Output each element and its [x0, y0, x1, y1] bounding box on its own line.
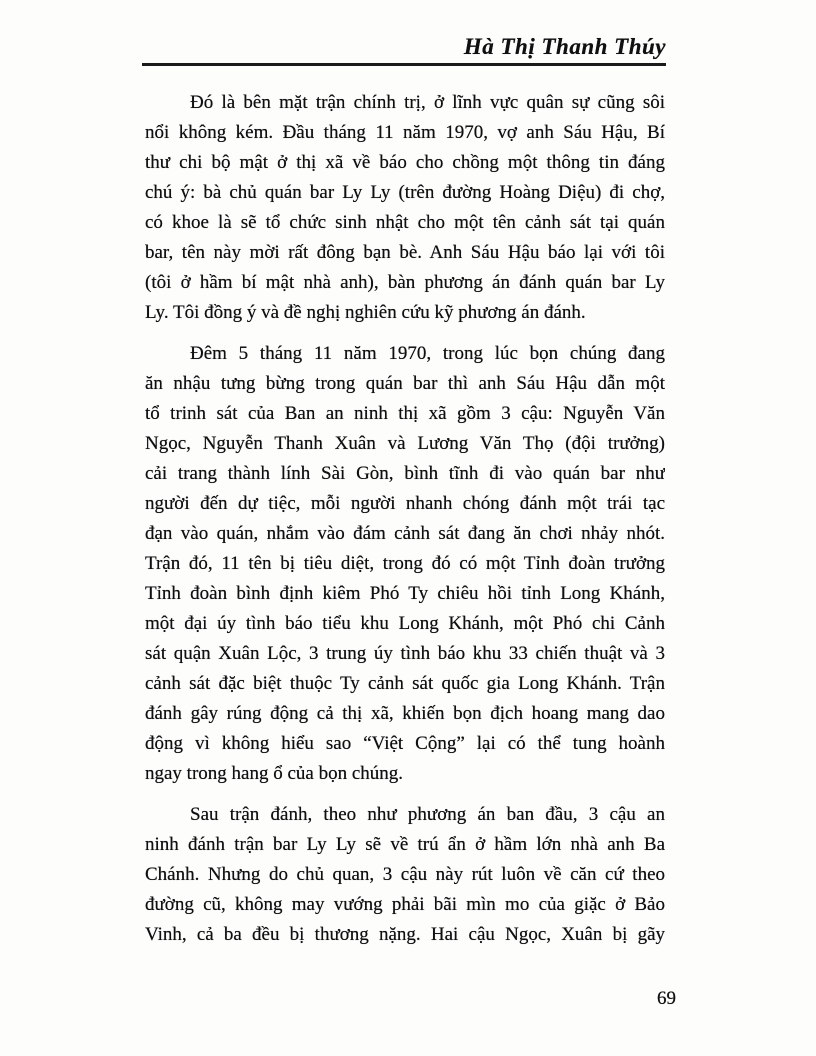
- text-line: đánh gây rúng động cả thị xã, khiến bọn địch hoang mang dao: [145, 703, 665, 724]
- page-number: 69: [657, 988, 676, 1009]
- text-line: một đại úy tình báo tiểu khu Long Khánh, một Phó chi Cảnh: [145, 613, 665, 634]
- text-line: bar, tên này mời rất đông bạn bè. Anh Sáu Hậu báo lại với tôi: [145, 242, 665, 263]
- paragraph: [145, 339, 665, 789]
- text-line: Vinh, cả ba đều bị thương nặng. Hai cậu Ngọc, Xuân bị gãy: [145, 924, 665, 945]
- text-line: cải trang thành lính Sài Gòn, bình tĩnh đi vào quán bar như: [145, 463, 665, 484]
- text-line: Chánh. Nhưng do chủ quan, 3 cậu này rút luôn về căn cứ theo: [145, 864, 665, 885]
- text-line: ninh đánh trận bar Ly Ly sẽ về trú ẩn ở hầm lớn nhà anh Ba: [145, 834, 665, 855]
- author-name: Hà Thị Thanh Thúy: [463, 34, 666, 59]
- text-line: sát quận Xuân Lộc, 3 trung úy tình báo khu 33 chiến thuật và 3: [145, 643, 665, 664]
- text-line: cảnh sát đặc biệt thuộc Ty cảnh sát quốc gia Long Khánh. Trận: [145, 673, 665, 694]
- text-line: Đêm 5 tháng 11 năm 1970, trong lúc bọn chúng đang: [190, 343, 665, 364]
- text-line: đường cũ, không may vướng phải bãi mìn mo của giặc ở Bảo: [145, 894, 665, 915]
- text-line: tổ trinh sát của Ban an ninh thị xã gồm 3 cậu: Nguyễn Văn: [145, 403, 665, 424]
- text-line: Tỉnh đoàn bình định kiêm Phó Ty chiêu hồi tỉnh Long Khánh,: [145, 583, 665, 604]
- text-line: ăn nhậu tưng bừng trong quán bar thì anh Sáu Hậu dẫn một: [145, 373, 665, 394]
- text-line: Đó là bên mặt trận chính trị, ở lĩnh vực quân sự cũng sôi: [190, 92, 665, 113]
- page-body: [145, 88, 665, 961]
- text-line: Ly. Tôi đồng ý và đề nghị nghiên cứu kỹ phương án đánh.: [145, 302, 586, 323]
- text-line: đạn vào quán, nhắm vào đám cảnh sát đang ăn chơi nhảy nhót.: [145, 523, 665, 544]
- text-line: nổi không kém. Đầu tháng 11 năm 1970, vợ anh Sáu Hậu, Bí: [145, 122, 665, 143]
- text-line: thư chi bộ mật ở thị xã về báo cho chồng một thông tin đáng: [145, 152, 665, 173]
- text-line: chú ý: bà chủ quán bar Ly Ly (trên đường Hoàng Diệu) đi chợ,: [145, 182, 665, 203]
- text-line: động vì không hiểu sao “Việt Cộng” lại có thể tung hoành: [145, 733, 665, 754]
- text-line: Sau trận đánh, theo như phương án ban đầu, 3 cậu an: [190, 804, 665, 825]
- paragraph: [145, 800, 665, 950]
- paragraph: [145, 88, 665, 328]
- text-line: người đến dự tiệc, mỗi người nhanh chóng đánh một trái tạc: [145, 493, 665, 514]
- text-line: (tôi ở hầm bí mật nhà anh), bàn phương án đánh quán bar Ly: [145, 272, 665, 293]
- text-line: có khoe là sẽ tổ chức sinh nhật cho một tên cảnh sát tại quán: [145, 212, 665, 233]
- text-line: ngay trong hang ổ của bọn chúng.: [145, 763, 404, 784]
- text-line: Trận đó, 11 tên bị tiêu diệt, trong đó có một Tỉnh đoàn trưởng: [145, 553, 665, 574]
- text-line: Ngọc, Nguyễn Thanh Xuân và Lương Văn Thọ (đội trưởng): [145, 433, 665, 454]
- running-header: [142, 34, 666, 66]
